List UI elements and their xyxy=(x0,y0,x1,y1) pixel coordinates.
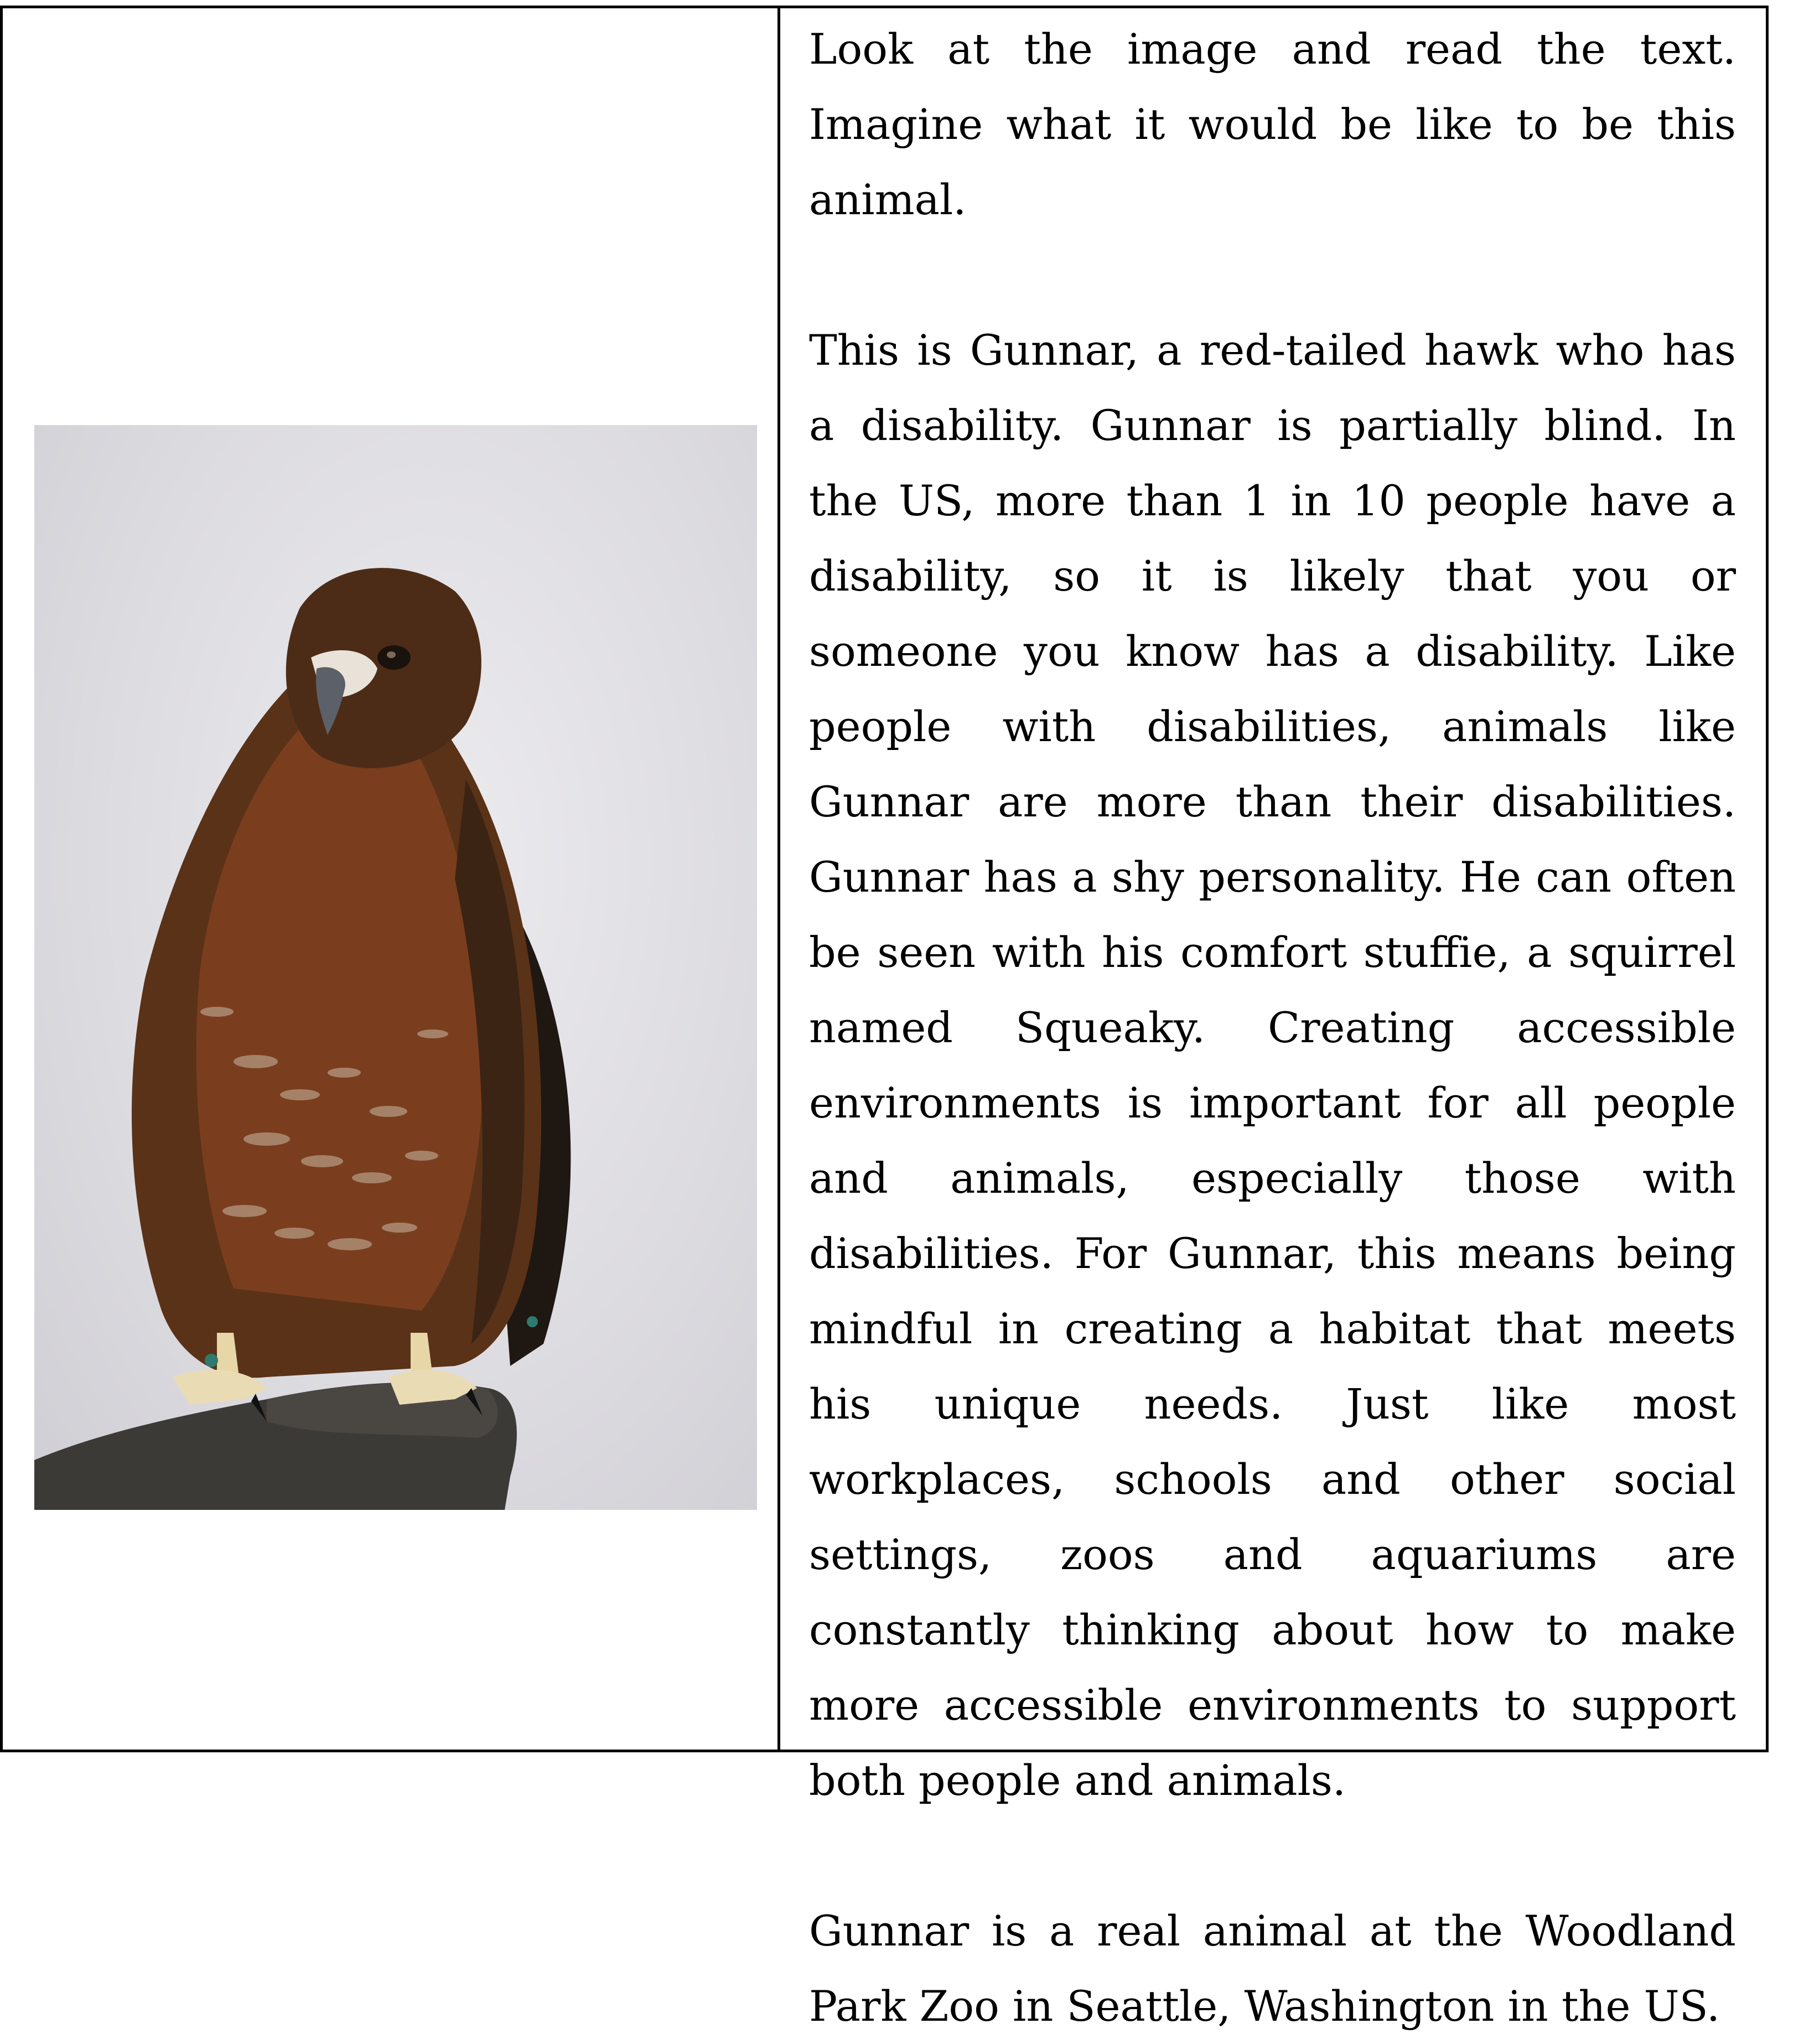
image-cell xyxy=(3,8,777,1750)
paragraph-gap xyxy=(809,1818,1736,1893)
body-paragraph: This is Gunnar, a red-tailed hawk who has a disability. Gunnar is partially blind. In the US, more than 1 in 10 people have a disability, so it is likely that you or someone you know has a disability. Like people with disabilities, animals like Gunnar are more than their disabilities. Gunnar has a shy personality. He can often be seen with his comfort stuffie, a squirrel named Squeaky. Creating accessible environments is important for all people and animals, especially those with disabilities. For Gunnar, this means being mindful in creating a habitat that meets his unique needs. Just like most workplaces, schools and other social settings, zoos and aquariums are constantly thinking about how to make more accessible environments to support both people and animals. xyxy=(809,325,1736,1805)
paragraph-gap xyxy=(809,237,1736,313)
intro-paragraph: Look at the image and read the text. Imagine what it would be like to be this animal. xyxy=(809,24,1736,224)
hawk-photo xyxy=(34,425,757,1510)
hawk-illustration xyxy=(34,425,757,1510)
footer-paragraph: Gunnar is a real animal at the Woodland Park Zoo in Seattle, Washington in the US. xyxy=(809,1906,1736,2031)
text-cell xyxy=(780,8,1766,2031)
content-table xyxy=(0,6,1769,2031)
